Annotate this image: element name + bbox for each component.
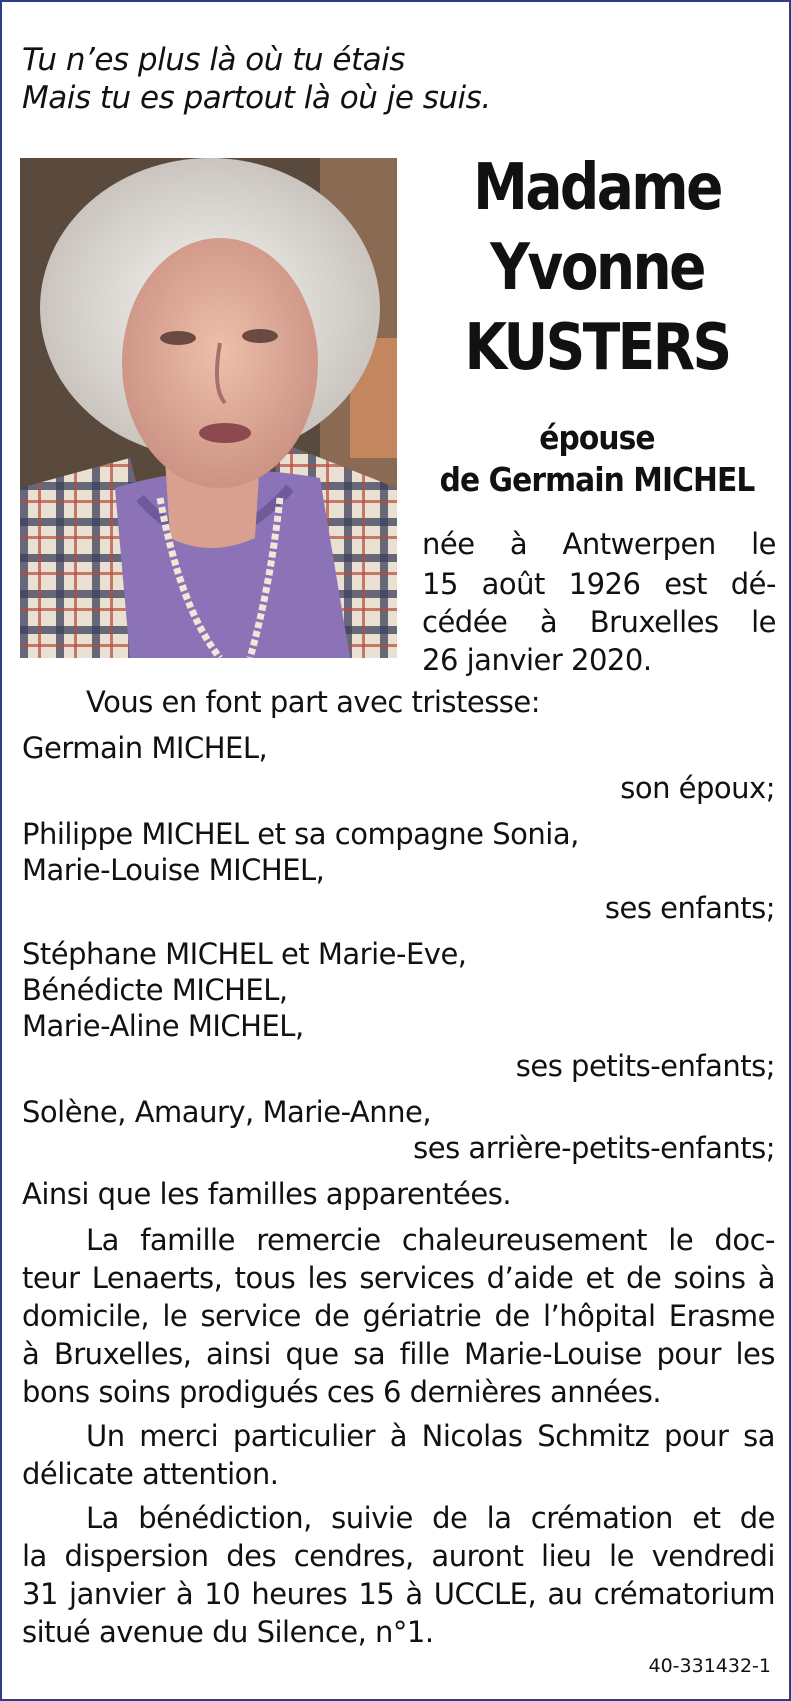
family-relation: ses petits-enfants; (515, 1049, 775, 1083)
thanks-line: teur Lenaerts, tous les services d’aide et de soins à (22, 1261, 775, 1295)
birth-death-line-3: cédée à Bruxelles le (422, 605, 776, 639)
thanks-line: La famille remercie chaleureusement le doc- (86, 1223, 775, 1257)
portrait-photo (20, 158, 397, 658)
spouse-name: de Germain MICHEL (439, 460, 755, 499)
family-name: Marie-Louise MICHEL, (22, 853, 325, 887)
deceased-first-name: Yvonne (490, 231, 704, 305)
special-thanks-line: délicate attention. (22, 1457, 279, 1491)
reference-number: 40-331432-1 (648, 1655, 771, 1677)
birth-death-line-2: 15 août 1926 est dé- (422, 567, 776, 601)
family-name: Marie-Aline MICHEL, (22, 1009, 304, 1043)
extended-family: Ainsi que les familles apparentées. (22, 1177, 512, 1211)
family-name: Stéphane MICHEL et Marie-Eve, (22, 937, 467, 971)
ceremony-line: la dispersion des cendres, auront lieu le vendredi (22, 1539, 775, 1573)
deceased-surname: KUSTERS (464, 311, 730, 385)
ceremony-line: situé avenue du Silence, n°1. (22, 1615, 434, 1649)
announcement: Vous en font part avec tristesse: (86, 685, 541, 719)
family-name: Germain MICHEL, (22, 731, 268, 765)
epigraph-line-2: Mais tu es partout là où je suis. (22, 80, 491, 116)
ceremony-line: 31 janvier à 10 heures 15 à UCCLE, au crématorium (22, 1577, 775, 1611)
spouse-label: épouse (539, 418, 655, 457)
thanks-line: domicile, le service de gériatrie de l’hôpital Erasme (22, 1299, 775, 1333)
family-relation: son époux; (620, 771, 775, 805)
family-name: Solène, Amaury, Marie-Anne, (22, 1095, 432, 1129)
birth-death-line-1: née à Antwerpen le (422, 527, 776, 561)
family-relation: ses enfants; (604, 891, 775, 925)
epigraph-line-1: Tu n’es plus là où tu étais (22, 42, 405, 78)
family-name: Bénédicte MICHEL, (22, 973, 288, 1007)
ceremony-line: La bénédiction, suivie de la crémation et de (86, 1501, 775, 1535)
thanks-line: bons soins prodigués ces 6 dernières années. (22, 1375, 662, 1409)
special-thanks-line: Un merci particulier à Nicolas Schmitz pour sa (86, 1419, 775, 1453)
portrait-illustration (20, 158, 397, 658)
family-name: Philippe MICHEL et sa compagne Sonia, (22, 817, 579, 851)
thanks-line: à Bruxelles, ainsi que sa fille Marie-Louise pour les (22, 1337, 775, 1371)
family-relation: ses arrière-petits-enfants; (413, 1131, 775, 1165)
deceased-title: Madame (473, 151, 721, 225)
birth-death-line-4: 26 janvier 2020. (422, 643, 652, 677)
